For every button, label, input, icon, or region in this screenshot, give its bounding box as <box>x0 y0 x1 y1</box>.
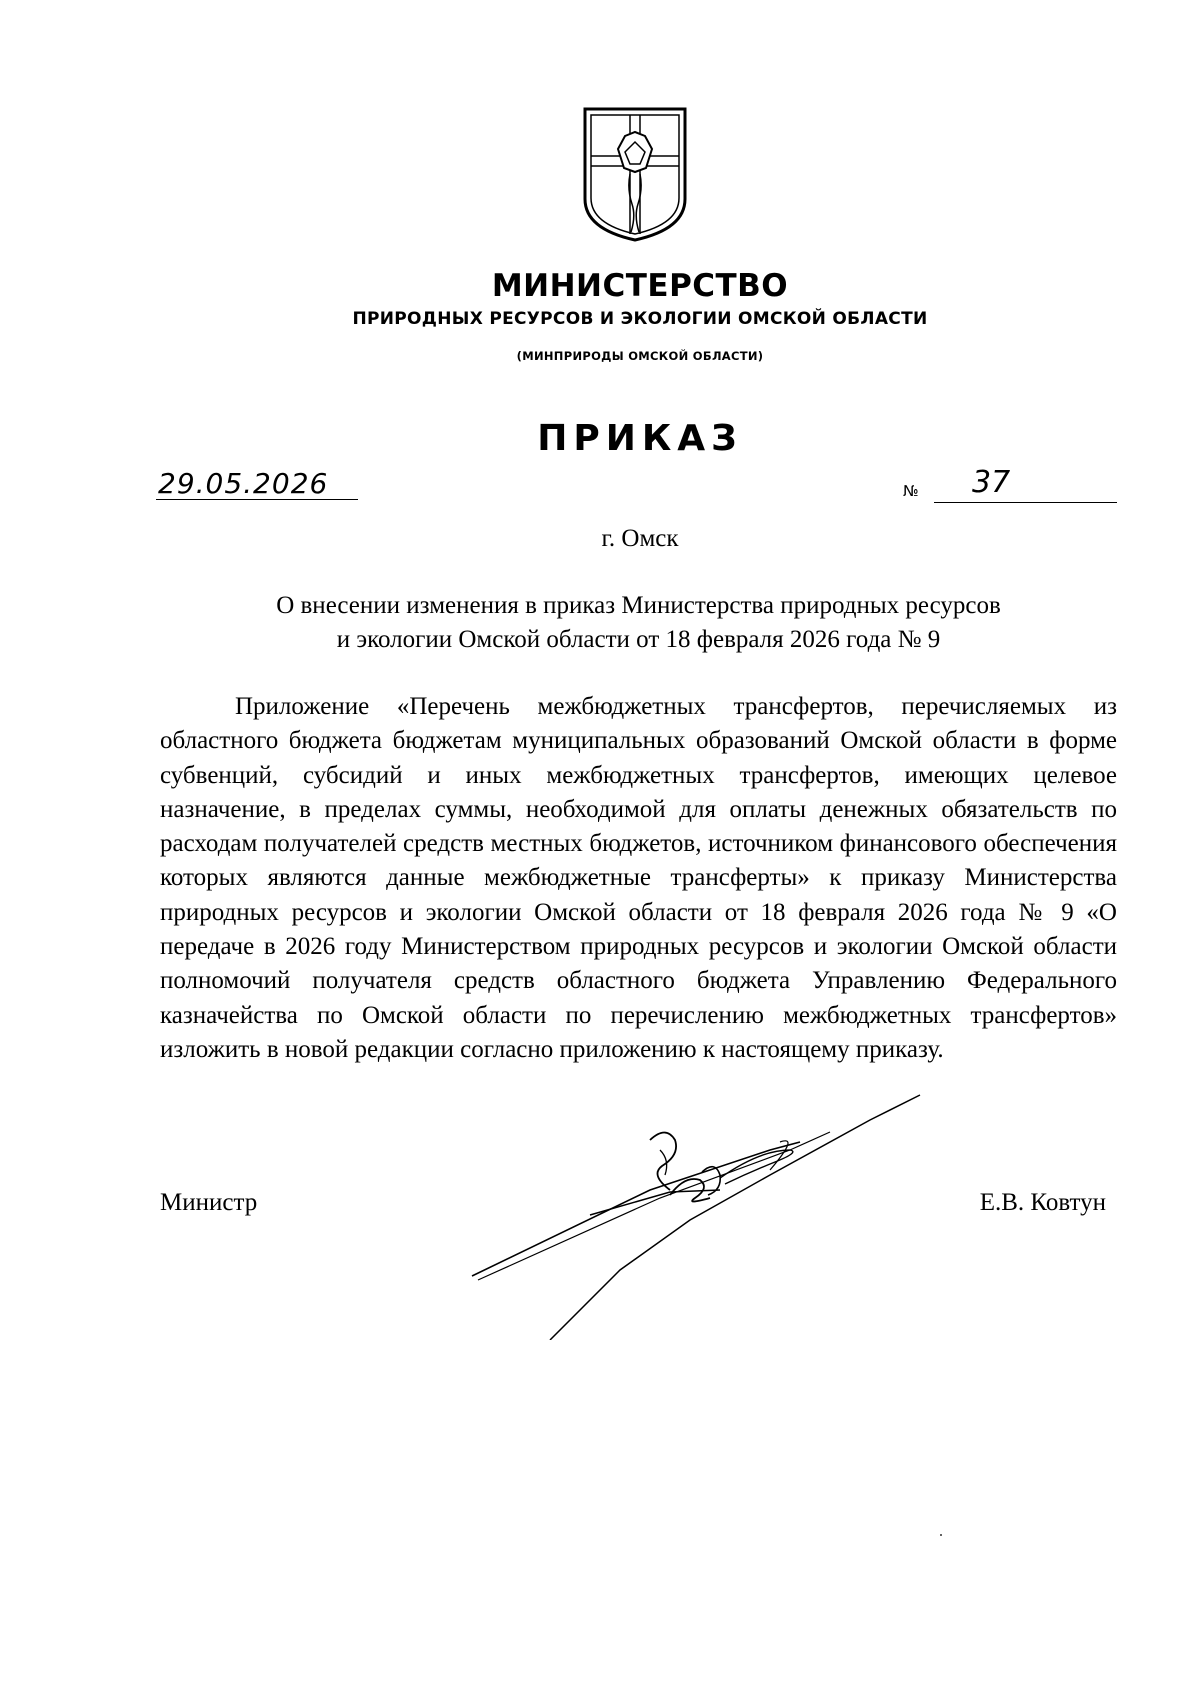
order-body-paragraph: Приложение «Перечень межбюджетных трансфертов, перечисляемых из областного бюджета бюджетам муниципальных образований Омской области в форме субвенций, субсидий и иных межбюджетных трансфертов, имеющих целевое назначение, в пределах суммы, необходимой для оплаты денежных обязательств по расходам получателей средств местных бюджетов, источником финансового обеспечения которых являются данные межбюджетные трансферты» к приказу Министерства природных ресурсов и экологии Омской области от 18 февраля 2026 года № 9 «О передаче в 2026 году Министерством природных ресурсов и экологии Омской области полномочий получателя средств областного бюджета Управлению Федерального казначейства по Омской области по перечислению межбюджетных трансфертов» изложить в новой редакции согласно приложению к настоящему приказу. <box>160 693 1117 1063</box>
ministry-title: МИНИСТЕРСТВО <box>491 268 789 304</box>
order-title: ПРИКАЗ <box>537 418 743 459</box>
subject-line-2: и экологии Омской области от 18 февраля 2026 года № 9 <box>336 626 941 653</box>
order-subject <box>160 589 1117 657</box>
date-underline <box>156 499 358 500</box>
signer-title: Министр <box>160 1189 258 1216</box>
order-city: г. Омск <box>601 525 679 552</box>
number-underline <box>934 502 1117 503</box>
order-number: 37 <box>972 465 1011 500</box>
ministry-full-name: ПРИРОДНЫХ РЕСУРСОВ И ЭКОЛОГИИ ОМСКОЙ ОБЛАСТИ <box>352 309 928 329</box>
scan-speck <box>940 1534 942 1536</box>
signer-name: Е.В. Ковтун <box>979 1189 1106 1216</box>
subject-line-1: О внесении изменения в приказ Министерства природных ресурсов <box>276 592 1001 619</box>
handwritten-signature <box>470 1080 930 1340</box>
order-number-label: № <box>903 482 919 500</box>
coat-of-arms-emblem <box>580 104 690 244</box>
order-date: 29.05.2026 <box>158 467 329 500</box>
ministry-short-name: (МИНПРИРОДЫ ОМСКОЙ ОБЛАСТИ) <box>516 349 764 363</box>
